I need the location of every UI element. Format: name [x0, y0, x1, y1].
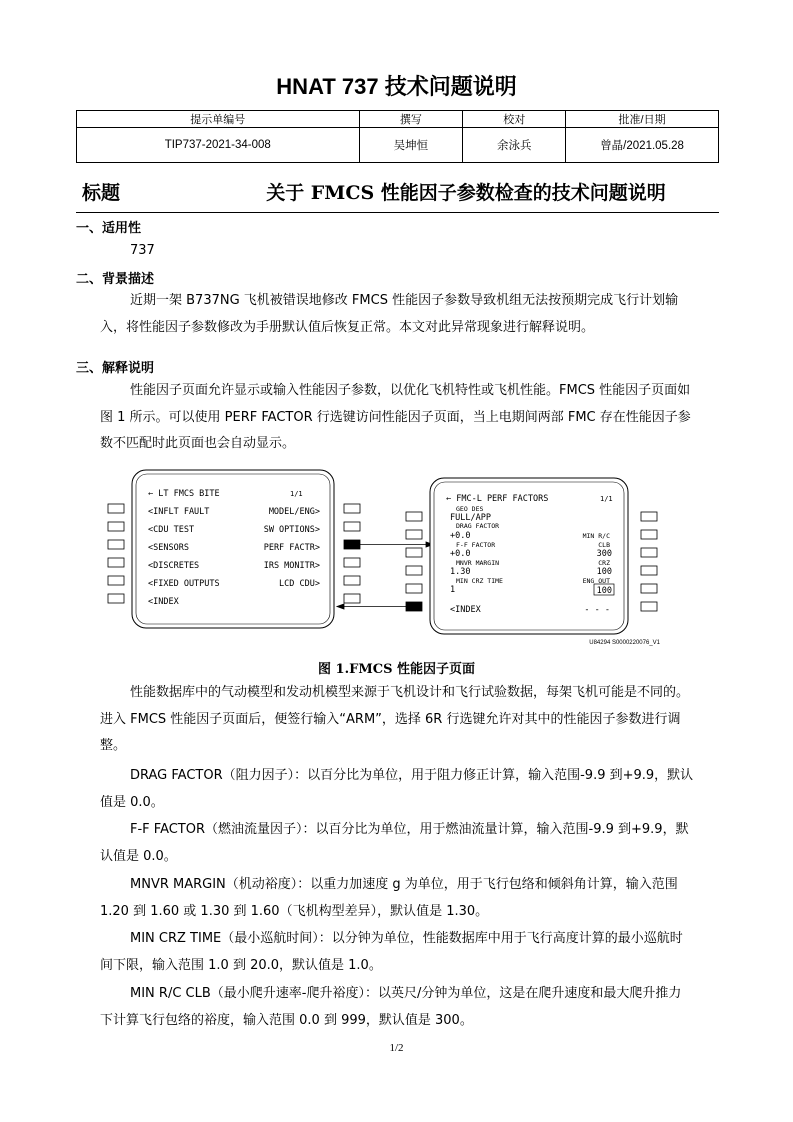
- left-row5-left: <FIXED OUTPUTS: [148, 579, 220, 589]
- paragraph-ff-factor: F-F FACTOR（燃油流量因子）：以百分比为单位，用于燃油流量计算，输入范围-9.9 到+9.9，默认值是 0.0。: [100, 822, 689, 864]
- section-heading-explanation: 三、解释说明: [76, 361, 155, 376]
- left-cdu-right-keys: [344, 504, 360, 603]
- right-cdu-left-keys: [406, 512, 422, 611]
- background-paragraph: 近期一架 B737NG 飞机被错误地修改 FMCS 性能因子参数导致机组无法按预期完成飞行计划输入，将性能因子参数修改为手册默认值后恢复正常。本文对此异常现象进行解释说明。: [100, 293, 679, 335]
- left-screen-page: 1/1: [290, 490, 303, 498]
- left-screen-title: ← LT FMCS BITE: [148, 489, 220, 499]
- left-row3-left: <SENSORS: [148, 543, 189, 553]
- clb-label: CLB: [598, 541, 610, 549]
- tip-number: TIP737-2021-34-008: [77, 128, 360, 163]
- approval-date: 曾晶/2021.05.28: [566, 128, 719, 163]
- geo-des-value: FULL/APP: [450, 513, 491, 523]
- left-row4-right: IRS MONITR>: [263, 561, 320, 571]
- geo-des-label: GEO DES: [456, 505, 484, 513]
- header-author: 撰写: [359, 111, 463, 128]
- crz-value: 100: [596, 567, 612, 577]
- proofreader: 余泳兵: [463, 128, 566, 163]
- right-index-label: <INDEX: [450, 605, 481, 615]
- applicability-value: 737: [130, 243, 155, 258]
- mnvr-margin-label: MNVR MARGIN: [456, 559, 500, 567]
- figure-reference: U84294 S0000220076_V1: [589, 640, 660, 646]
- right-screen-page: 1/1: [600, 495, 613, 503]
- crz-label: CRZ: [598, 559, 610, 567]
- left-row3-right: PERF FACTR>: [263, 543, 320, 553]
- subject-text: 关于 FMCS 性能因子参数检查的技术问题说明: [266, 182, 666, 204]
- left-row6-left: <INDEX: [148, 597, 179, 607]
- document-title: HNAT 737 技术问题说明: [276, 74, 517, 99]
- paragraph-drag-factor: DRAG FACTOR（阻力因子）：以百分比为单位，用于阻力修正计算，输入范围-9.9 到+9.9，默认值是 0.0。: [100, 768, 694, 810]
- metadata-table: [76, 110, 719, 163]
- figure-caption: 图 1.FMCS 性能因子页面: [318, 662, 475, 677]
- min-rc-value: 300: [596, 549, 612, 559]
- drag-factor-label: DRAG FACTOR: [456, 522, 500, 530]
- eng-out-value: 100: [596, 586, 612, 596]
- section-heading-background: 二、背景描述: [76, 272, 155, 287]
- min-crz-time-value: 1: [450, 585, 456, 595]
- paragraph-mnvr-margin: MNVR MARGIN（机动裕度）：以重力加速度 g 为单位，用于飞行包络和倾斜角计算，输入范围 1.20 到 1.60 或 1.30 到 1.60（飞机构型差异），默认值是 1.30。: [100, 877, 678, 919]
- mnvr-margin-value: 1.30: [450, 567, 471, 577]
- left-row1-right: MODEL/ENG>: [268, 507, 320, 517]
- paragraph-perf-database: 性能数据库中的气动模型和发动机模型来源于飞机设计和飞行试验数据，每架飞机可能是不同的。进入 FMCS 性能因子页面后，便签行输入“ARM”，选择 6R 行选键允许对其中的性能因子参数进行调整。: [100, 685, 690, 753]
- left-cdu-left-keys: [108, 504, 124, 603]
- left-row4-left: <DISCRETES: [148, 561, 200, 571]
- left-row5-right: LCD CDU>: [279, 579, 320, 589]
- right-cdu-right-keys: [641, 512, 657, 611]
- drag-factor-value: +0.0: [450, 531, 471, 541]
- right-screen-title: ← FMC-L PERF FACTORS: [446, 494, 549, 504]
- paragraph-min-rc-clb: MIN R/C CLB（最小爬升速率-爬升裕度）：以英尺/分钟为单位，这是在爬升速度和最大爬升推力下计算飞行包络的裕度，输入范围 0.0 到 999，默认值是 300。: [100, 986, 682, 1028]
- ff-factor-value: +0.0: [450, 549, 471, 559]
- left-row2-left: <CDU TEST: [148, 525, 195, 535]
- subject-label: 标题: [82, 182, 121, 204]
- author: 吴坤恒: [359, 128, 463, 163]
- eng-out-label: ENG OUT: [582, 577, 610, 585]
- subject-row: [76, 176, 719, 213]
- min-rc-label: MIN R/C: [582, 532, 610, 540]
- right-dashes: - - -: [584, 605, 610, 615]
- explanation-paragraph: 性能因子页面允许显示或输入性能因子参数，以优化飞机特性或飞机性能。FMCS 性能因子页面如图 1 所示。可以使用 PERF FACTOR 行选键访问性能因子页面，当上电期间两部 FMC 存在性能因子参数不匹配时此页面也会自动显示。: [100, 383, 691, 451]
- header-tip-number: 提示单编号: [77, 111, 360, 128]
- section-heading-applicability: 一、适用性: [76, 221, 142, 236]
- left-row1-left: <INFLT FAULT: [148, 507, 210, 517]
- min-crz-time-label: MIN CRZ TIME: [456, 577, 503, 585]
- paragraph-min-crz-time: MIN CRZ TIME（最小巡航时间）：以分钟为单位，性能数据库中用于飞行高度计算的最小巡航时间下限，输入范围 1.0 到 20.0，默认值是 1.0。: [100, 931, 683, 973]
- header-approval: 批准/日期: [566, 111, 719, 128]
- left-row2-right: SW OPTIONS>: [263, 525, 320, 535]
- ff-factor-label: F-F FACTOR: [456, 541, 496, 549]
- page-number: 1/2: [389, 1042, 404, 1054]
- fmcs-cdu-figure: [100, 464, 680, 654]
- header-proofreader: 校对: [463, 111, 566, 128]
